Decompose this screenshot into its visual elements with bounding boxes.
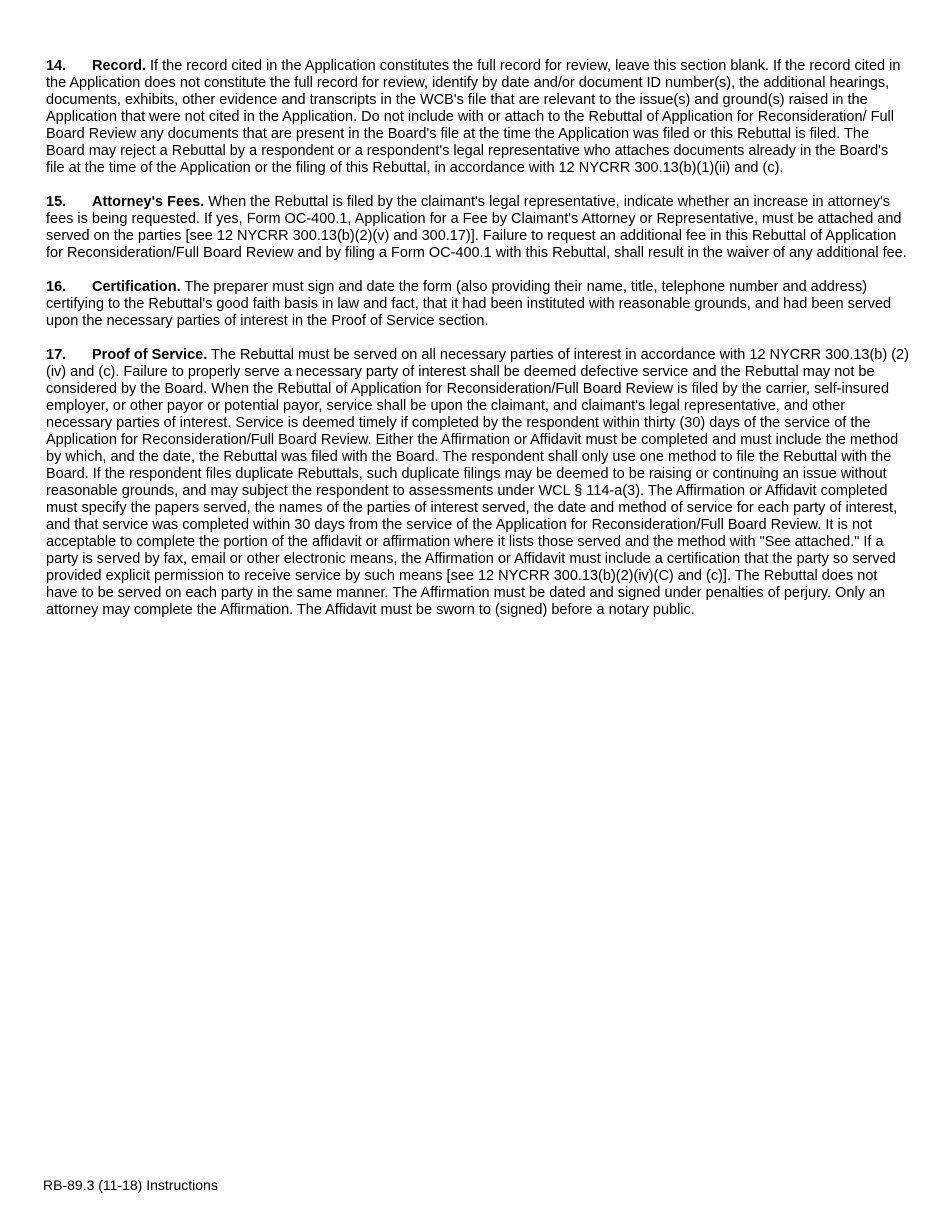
section-proof-of-service [46, 347, 910, 619]
section-heading: Certification. [92, 279, 181, 295]
section-text: The preparer must sign and date the form (also providing their name, title, telephone number and address) certifying to the Rebuttal's good faith basis in law and fact, that it had been instituted with reasonable grounds, and had been served upon the necessary parties of interest in the Proof of Service section. [46, 279, 892, 329]
section-text: When the Rebuttal is filed by the claimant's legal representative, indicate whether an increase in attorney's fees is being requested. If yes, Form OC-400.1, Application for a Fee by Claimant's Attorney or Representative, must be attached and served on the parties [see 12 NYCRR 300.13(b)(2)(v) and 300.17)]. Failure to request an additional fee in this Rebuttal of Application for Reconsideration/Full Board Review and by filing a Form OC-400.1 with this Rebuttal, shall result in the waiver of any additional fee. [46, 194, 907, 261]
section-heading: Proof of Service. [92, 347, 208, 363]
section-heading: Record. [92, 58, 146, 74]
section-heading: Attorney's Fees. [92, 194, 205, 210]
section-number: 16. [46, 279, 67, 295]
section-certification [46, 279, 910, 330]
section-attorneys-fees [46, 194, 910, 262]
section-number: 17. [46, 347, 67, 363]
section-number: 15. [46, 194, 67, 210]
section-text: If the record cited in the Application constitutes the full record for review, leave this section blank. If the record cited in the Application does not constitute the full record for review, identify by date and/or document ID number(s), the additional hearings, documents, exhibits, other evidence and transcripts in the WCB's file that are relevant to the issue(s) and ground(s) raised in the Application that were not cited in the Application. Do not include with or attach to the Rebuttal of Application for Reconsideration/ Full Board Review any documents that are present in the Board's file at the time the Application was filed or this Rebuttal is filed. The Board may reject a Rebuttal by a respondent or a respondent's legal representative who attaches documents already in the Board's file at the time of the Application or the filing of this Rebuttal, in accordance with 12 NYCRR 300.13(b)(1)(ii) and (c). [46, 58, 901, 176]
form-footer-id: RB-89.3 (11-18) Instructions [43, 1177, 218, 1193]
section-number: 14. [46, 58, 67, 74]
section-text: The Rebuttal must be served on all necessary parties of interest in accordance with 12 NYCRR 300.13(b) (2)(iv) and (c). Failure to properly serve a necessary party of interest shall be deemed defective service and the Rebuttal may not be considered by the Board. When the Rebuttal of Application for Reconsideration/Full Board Review is filed by the carrier, self-insured employer, or other payor or potential payor, service shall be upon the claimant, and claimant's legal representative, and other necessary parties of interest. Service is deemed timely if completed by the respondent within thirty (30) days of the service of the Application for Reconsideration/Full Board Review. Either the Affirmation or Affidavit must be completed and must include the method by which, and the date, the Rebuttal was filed with the Board. The respondent shall only use one method to file the Rebuttal with the Board. If the respondent files duplicate Rebuttals, such duplicate filings may be deemed to be raising or continuing an issue without reasonable grounds, and may subject the respondent to assessments under WCL § 114-a(3). The Affirmation or Affidavit completed must specify the papers served, the names of the parties of interest served, the date and method of service for each party of interest, and that service was completed within 30 days from the service of the Application for Reconsideration/Full Board Review. It is not acceptable to complete the portion of the affidavit or affirmation where it lists those served and the method with "See attached." If a party is served by fax, email or other electronic means, the Affirmation or Affidavit must include a certification that the party so served provided explicit permission to receive service by such means [see 12 NYCRR 300.13(b)(2)(iv)(C) and (c)]. The Rebuttal does not have to be served on each party in the same manner. The Affirmation must be dated and signed under penalties of perjury. Only an attorney may complete the Affirmation. The Affidavit must be sworn to (signed) before a notary public. [46, 347, 909, 618]
section-record [46, 58, 910, 177]
instructions-body [46, 58, 910, 636]
